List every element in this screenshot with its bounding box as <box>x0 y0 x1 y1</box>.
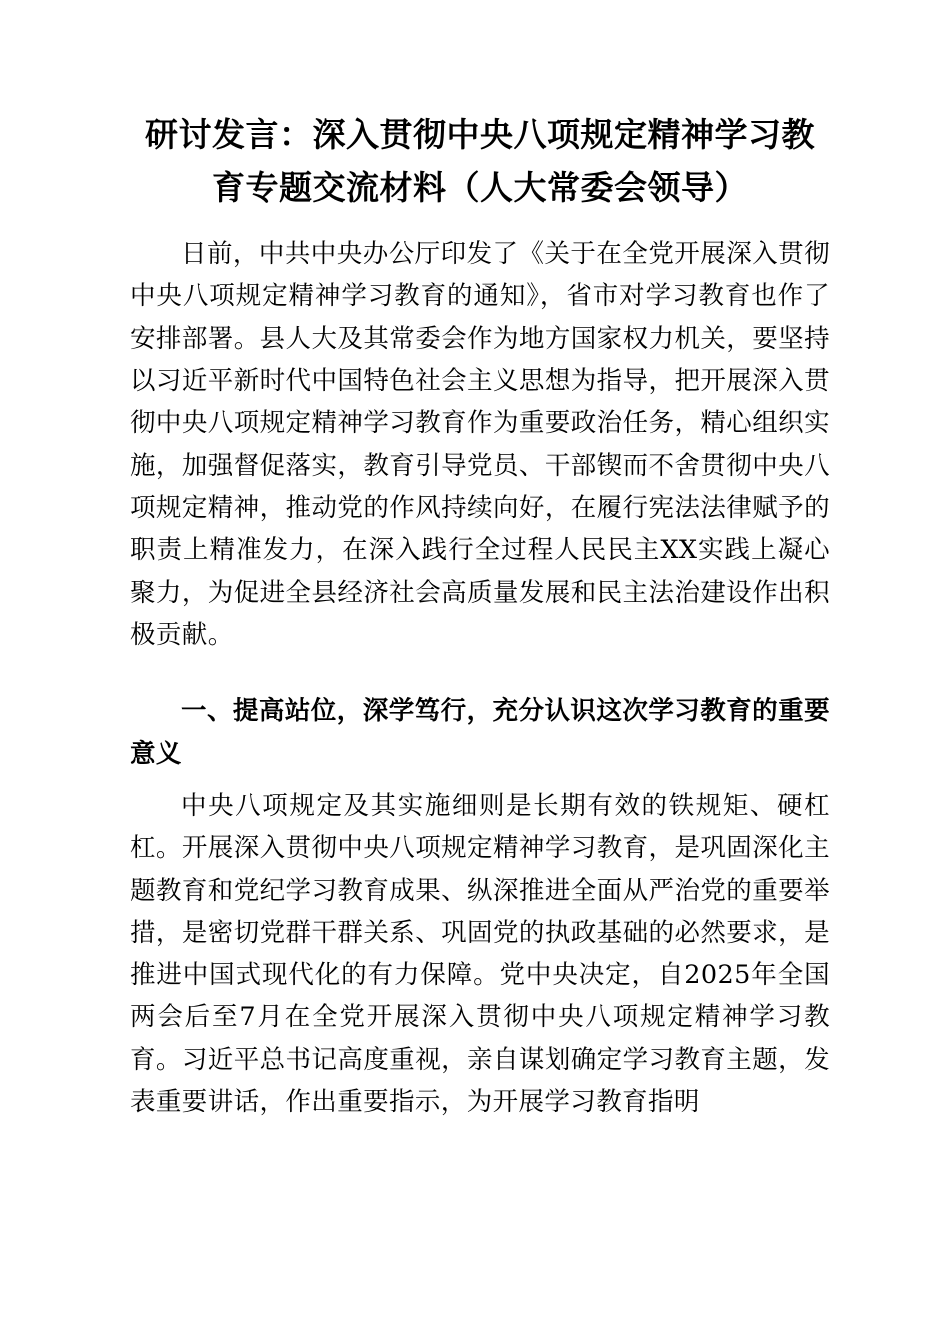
paragraph-intro: 日前，中共中央办公厅印发了《关于在全党开展深入贯彻中央八项规定精神学习教育的通知》，省市对学习教育也作了安排部署。县人大及其常委会作为地方国家权力机关，要坚持以习近平新时代中国特色社会主义思想为指导，把开展深入贯彻中央八项规定精神学习教育作为重要政治任务，精心组织实施，加强督促落实，教育引导党员、干部锲而不舍贯彻中央八项规定精神，推动党的作风持续向好，在履行宪法法律赋予的职责上精准发力，在深入践行全过程人民民主XX实践上凝心聚力，为促进全县经济社会高质量发展和民主法治建设作出积极贡献。 <box>130 238 830 650</box>
section-spacer <box>130 662 830 676</box>
section-heading-1: 一、提高站位，深学笃行，充分认识这次学习教育的重要意义 <box>130 696 830 769</box>
paragraph-section-1-body: 中央八项规定及其实施细则是长期有效的铁规矩、硬杠杠。开展深入贯彻中央八项规定精神学习教育，是巩固深化主题教育和党纪学习教育成果、纵深推进全面从严治党的重要举措，是密切党群干群关系、巩固党的执政基础的必然要求，是推进中国式现代化的有力保障。党中央决定，自2025年全国两会后至7月在全党开展深入贯彻中央八项规定精神学习教育。习近平总书记高度重视，亲自谋划确定学习教育主题，发表重要讲话，作出重要指示，为开展学习教育指明 <box>130 790 830 1118</box>
page-title: 研讨发言：深入贯彻中央八项规定精神学习教育专题交流材料（人大常委会领导） <box>145 116 815 207</box>
